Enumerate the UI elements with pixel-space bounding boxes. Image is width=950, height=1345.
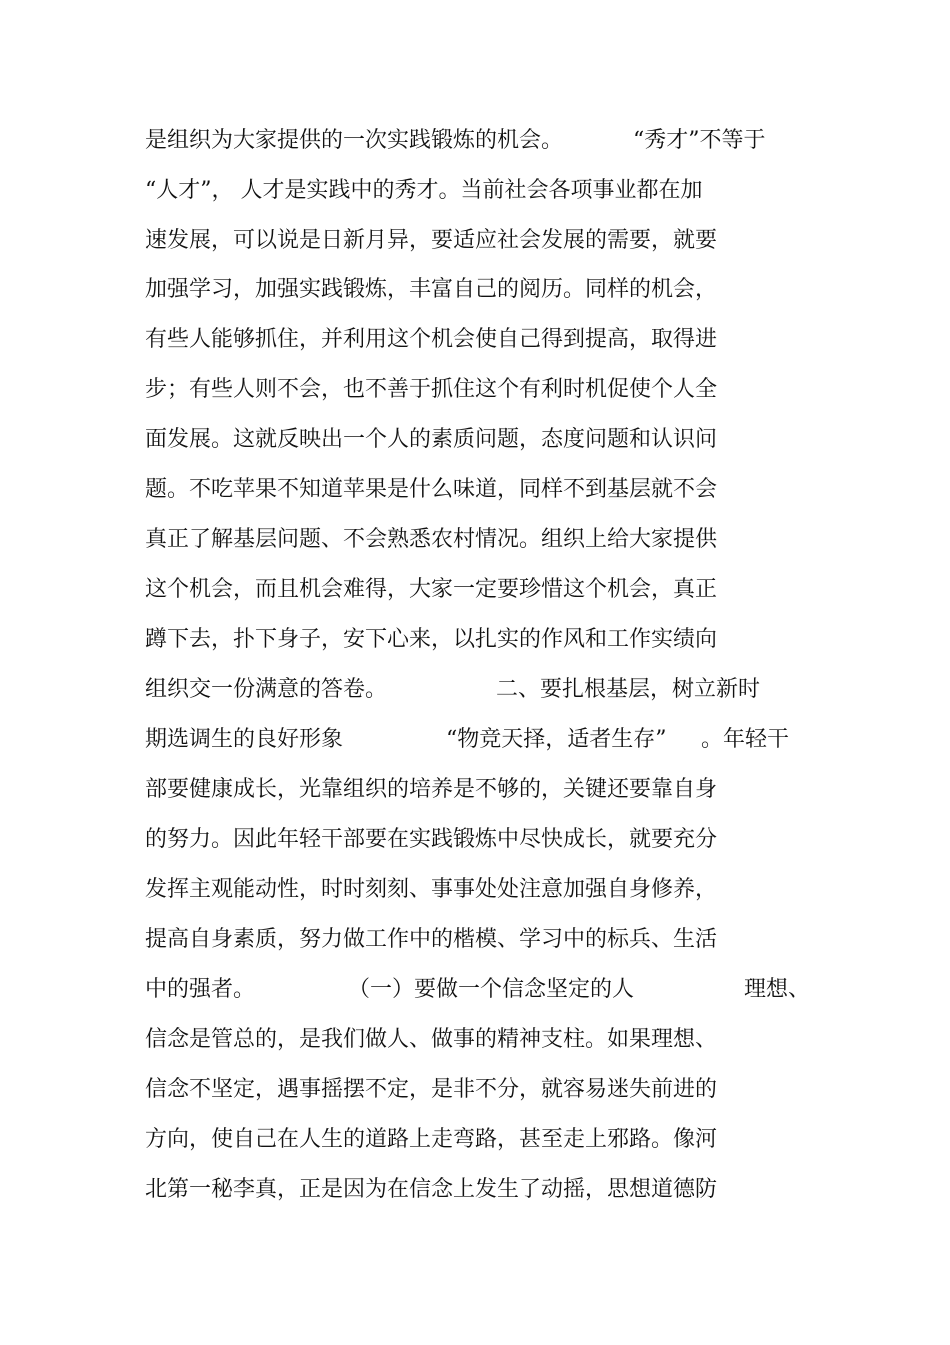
text-segment: 理想、 [744,977,811,1002]
text-line: “人才”， 人才是实践中的秀才。当前社会各项事业都在加 [145,178,703,203]
text-line: 速发展，可以说是日新月异，要适应社会发展的需要，就要 [145,228,718,253]
text-segment: 。年轻干 [701,727,790,752]
text-line: 真正了解基层问题、不会熟悉农村情况。组织上给大家提供 [145,527,718,552]
text-line: 信念不坚定，遇事摇摆不定，是非不分，就容易迷失前进的 [145,1077,718,1102]
text-line: 期选调生的良好形象 [145,727,344,752]
text-line: 北第一秘李真，正是因为在信念上发生了动摇，思想道德防 [145,1177,718,1202]
text-line: 部要健康成长，光靠组织的培养是不够的，关键还要靠自身 [145,777,718,802]
text-line: 这个机会，而且机会难得，大家一定要珍惜这个机会，真正 [145,577,718,602]
text-line: 发挥主观能动性，时时刻刻、事事处处注意加强自身修养， [145,877,718,902]
text-line: 的努力。因此年轻干部要在实践锻炼中尽快成长，就要充分 [145,827,718,852]
text-line: 加强学习，加强实践锻炼，丰富自己的阅历。同样的机会， [145,277,718,302]
text-line: 有些人能够抓住，并利用这个机会使自己得到提高，取得进 [145,327,718,352]
quote-segment: “物竞天择，适者生存” [446,727,667,752]
text-segment: “秀才”不等于 [633,128,766,153]
section-heading: 二、要扎根基层，树立新时 [496,677,761,702]
text-line: 方向，使自己在人生的道路上走弯路，甚至走上邪路。像河 [145,1127,718,1152]
text-line: 步；有些人则不会，也不善于抓住这个有利时机促使个人全 [145,377,718,402]
text-line: 是组织为大家提供的一次实践锻炼的机会。 [145,128,564,153]
text-line: 蹲下去，扑下身子，安下心来，以扎实的作风和工作实绩向 [145,627,718,652]
text-line: 提高自身素质，努力做工作中的楷模、学习中的标兵、生活 [145,927,718,952]
subsection-heading: （一）要做一个信念坚定的人 [348,977,635,1002]
text-line: 信念是管总的，是我们做人、做事的精神支柱。如果理想、 [145,1027,718,1052]
text-line: 面发展。这就反映出一个人的素质问题，态度问题和认识问 [145,427,718,452]
text-line: 组织交一份满意的答卷。 [145,677,388,702]
text-line: 中的强者。 [145,977,256,1002]
text-line: 题。不吃苹果不知道苹果是什么味道，同样不到基层就不会 [145,477,718,502]
